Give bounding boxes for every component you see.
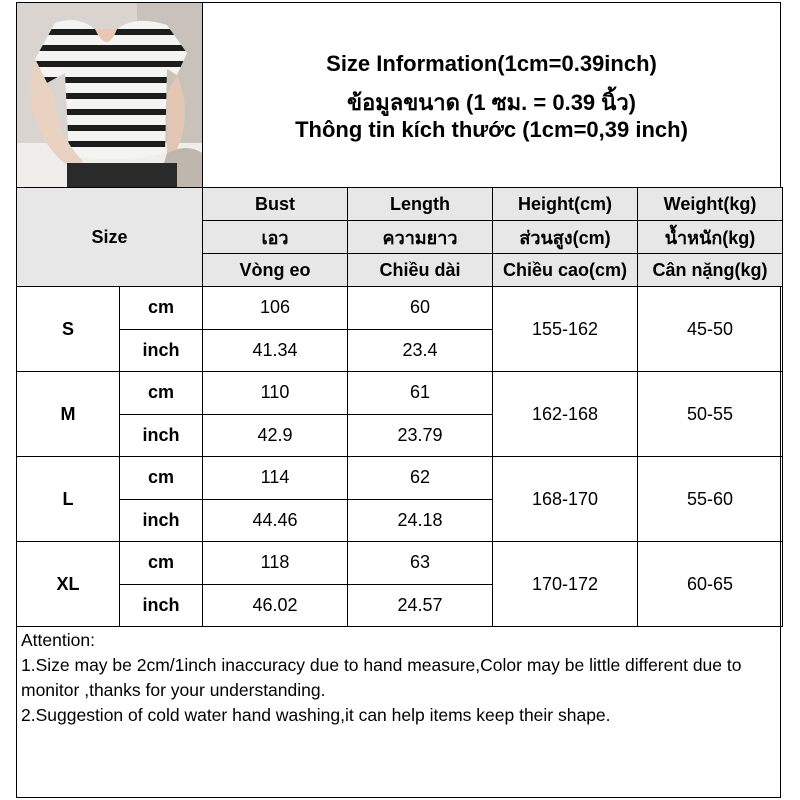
- column-length-th: ความยาว: [348, 221, 493, 254]
- unit-inch: inch: [120, 584, 203, 627]
- column-bust-en: Bust: [203, 188, 348, 221]
- column-height-en: Height(cm): [493, 188, 638, 221]
- column-bust-vi: Vòng eo: [203, 254, 348, 287]
- length-inch: 24.18: [348, 499, 493, 542]
- bust-cm: 106: [203, 287, 348, 330]
- table-row: [17, 457, 783, 500]
- table-row: [17, 542, 783, 585]
- column-length-vi: Chiều dài: [348, 254, 493, 287]
- header-line-vietnamese: Thông tin kích thước (1cm=0,39 inch): [295, 117, 688, 142]
- weight-range: 50-55: [638, 372, 783, 457]
- column-bust-th: เอว: [203, 221, 348, 254]
- size-label: S: [17, 287, 120, 372]
- size-label: XL: [17, 542, 120, 627]
- weight-range: 45-50: [638, 287, 783, 372]
- column-length-en: Length: [348, 188, 493, 221]
- height-range: 155-162: [493, 287, 638, 372]
- unit-inch: inch: [120, 329, 203, 372]
- unit-cm: cm: [120, 542, 203, 585]
- header-row-english: [17, 188, 783, 221]
- unit-inch: inch: [120, 499, 203, 542]
- unit-cm: cm: [120, 287, 203, 330]
- length-inch: 24.57: [348, 584, 493, 627]
- size-table: [16, 187, 783, 627]
- bust-cm: 110: [203, 372, 348, 415]
- bust-inch: 44.46: [203, 499, 348, 542]
- size-label: L: [17, 457, 120, 542]
- table-row: [17, 287, 783, 330]
- length-inch: 23.4: [348, 329, 493, 372]
- size-information-header: [203, 3, 780, 188]
- column-height-th: ส่วนสูง(cm): [493, 221, 638, 254]
- length-cm: 63: [348, 542, 493, 585]
- table-row: [17, 372, 783, 415]
- header-line-english: Size Information(1cm=0.39inch): [326, 51, 657, 76]
- unit-cm: cm: [120, 457, 203, 500]
- bust-inch: 46.02: [203, 584, 348, 627]
- header-line-thai: ข้อมูลขนาด (1 ซม. = 0.39 นิ้ว): [346, 90, 636, 115]
- column-weight-vi: Cân nặng(kg): [638, 254, 783, 287]
- note-item: 1.Size may be 2cm/1inch inaccuracy due to hand measure,Color may be little different due to monitor ,thanks for your understanding.: [21, 655, 742, 700]
- product-photo: [17, 3, 203, 188]
- length-cm: 60: [348, 287, 493, 330]
- height-range: 168-170: [493, 457, 638, 542]
- length-inch: 23.79: [348, 414, 493, 457]
- attention-title: Attention:: [21, 630, 95, 650]
- height-range: 170-172: [493, 542, 638, 627]
- column-weight-en: Weight(kg): [638, 188, 783, 221]
- unit-cm: cm: [120, 372, 203, 415]
- bust-cm: 114: [203, 457, 348, 500]
- size-label: M: [17, 372, 120, 457]
- note-item: 2.Suggestion of cold water hand washing,it can help items keep their shape.: [21, 705, 611, 725]
- height-range: 162-168: [493, 372, 638, 457]
- column-height-vi: Chiều cao(cm): [493, 254, 638, 287]
- attention-notes: [21, 628, 779, 728]
- weight-range: 60-65: [638, 542, 783, 627]
- bust-inch: 42.9: [203, 414, 348, 457]
- length-cm: 61: [348, 372, 493, 415]
- striped-tshirt-model-photo: [17, 3, 202, 187]
- column-weight-th: น้ำหนัก(kg): [638, 221, 783, 254]
- bust-cm: 118: [203, 542, 348, 585]
- length-cm: 62: [348, 457, 493, 500]
- unit-inch: inch: [120, 414, 203, 457]
- bust-inch: 41.34: [203, 329, 348, 372]
- weight-range: 55-60: [638, 457, 783, 542]
- size-heading: Size: [17, 188, 203, 287]
